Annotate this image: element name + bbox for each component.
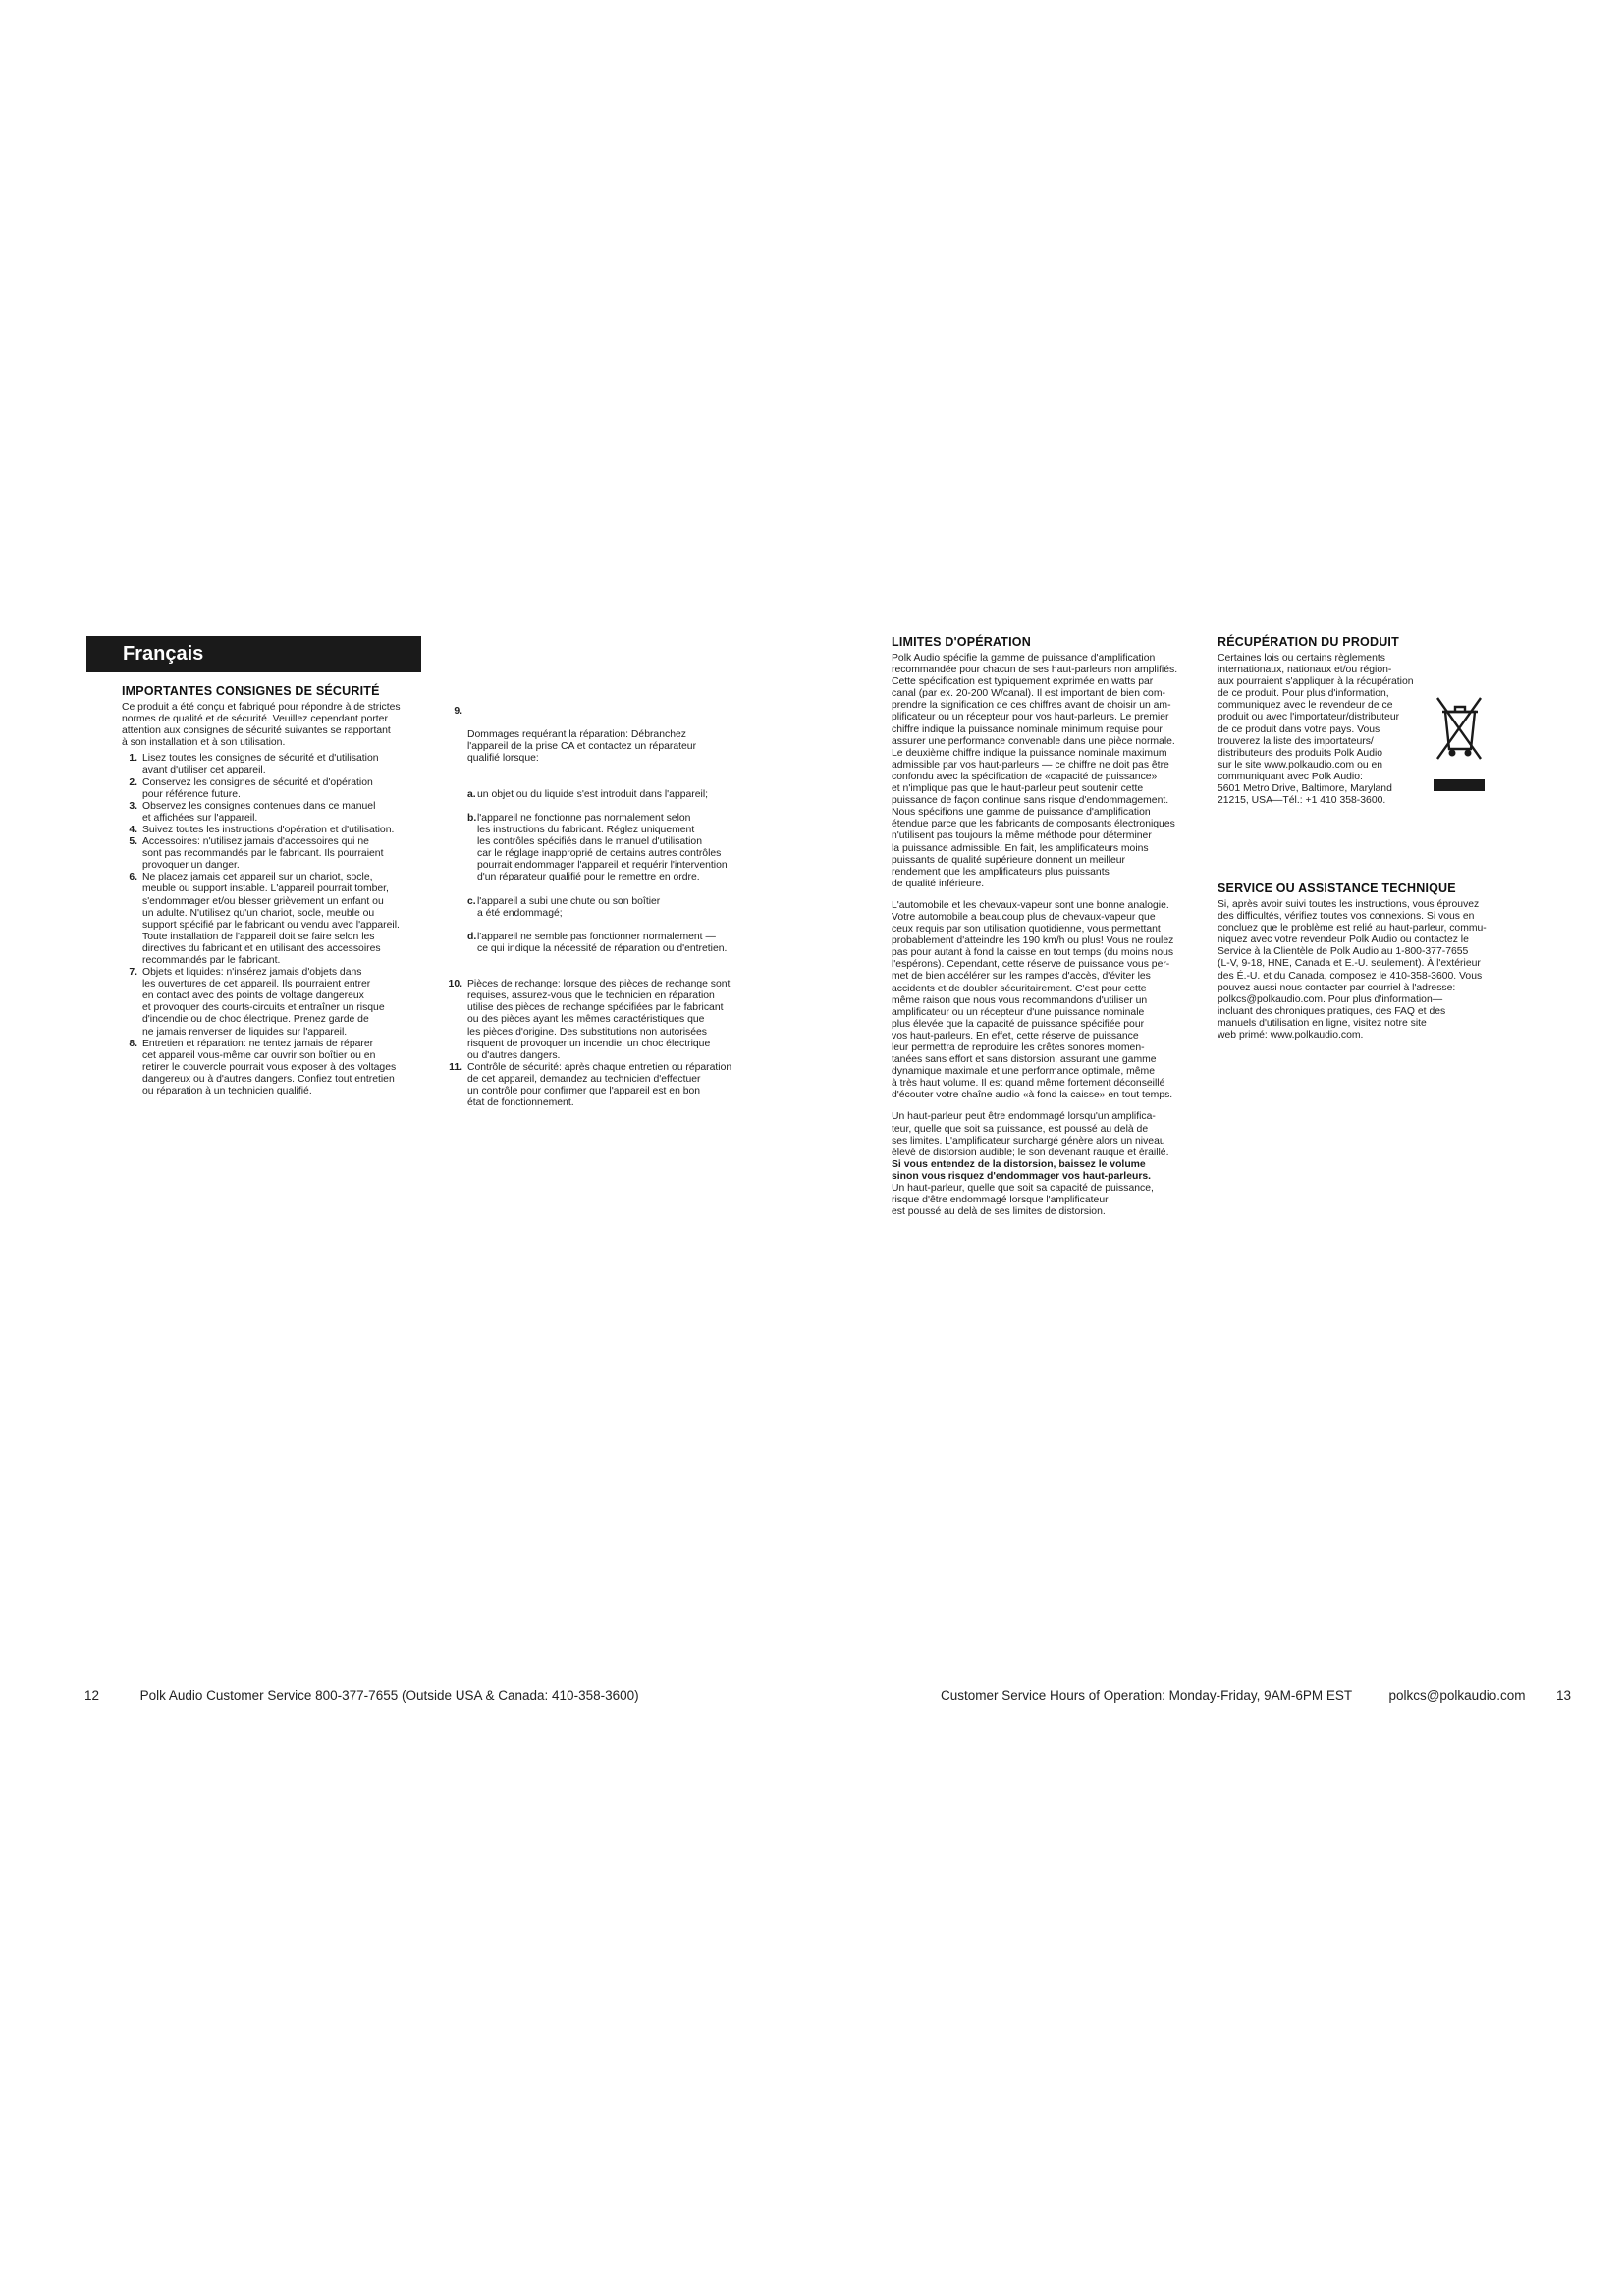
damage-conditions-list <box>464 777 761 968</box>
item-number: 8. <box>129 1038 137 1049</box>
safety-list <box>122 753 426 1097</box>
sub-item-letter: a. <box>467 788 476 800</box>
limits-paragraph-1: Polk Audio spécifie la gamme de puissance d'amplification recommandée pour chacun de ses haut-parleurs non amplifiés. Cette spécification est typiquement exprimée en watts par canal (par ex. 20-200 W/canal). Il est important de bien com- prendre la signification de ces chiffres avant de choisir un am- plificateur ou un récepteur pour vos haut-parleurs. Le premier chiffre indique la puissance nominale minimum requise pour assurer une performance convenable dans une pièce normale. Le deuxième chiffre indique la puissance nominale maximum admissible par vos haut-parleurs — ce chiffre ne doit pas être confondu avec la spécification de «capacité de puissance» et n'implique pas que le haut-parleur peut soutenir cette puissance de façon continue sans risque d'endommagement. Nous spécifions une gamme de puissance d'amplification étendue parce que les fabricants de composants électroniques n'utilisent pas toujours la même méthode pour déterminer la puissance admissible. En fait, les amplificateurs moins puissants de qualité supérieure donnent un meilleur rendement que les amplificateurs plus puissants de qualité inférieure. <box>892 653 1178 889</box>
safety-item <box>122 801 426 825</box>
safety-item <box>447 979 761 1062</box>
limits-column <box>892 635 1206 1218</box>
sub-item-letter: d. <box>467 931 477 942</box>
safety-column-1 <box>122 684 426 1097</box>
crossed-out-wheelie-bin-icon <box>1434 690 1485 793</box>
item-text: Suivez toutes les instructions d'opération et d'utilisation. <box>142 824 395 835</box>
item-text: Conservez les consignes de sécurité et d'opération pour référence future. <box>142 776 373 800</box>
service-heading: SERVICE OU ASSISTANCE TECHNIQUE <box>1218 881 1456 895</box>
item-text: Accessoires: n'utilisez jamais d'accessoires qui ne sont pas recommandés par le fabricant. Ils pourraient provoquer un danger. <box>142 836 384 872</box>
sub-item <box>467 932 761 955</box>
footer-hours: Customer Service Hours of Operation: Monday-Friday, 9AM-6PM EST <box>941 1688 1352 1703</box>
item-text: Contrôle de sécurité: après chaque entretien ou réparation de cet appareil, demandez au technicien d'effectuer un contrôle pour confirmer que l'appareil est en bon état de fonctionnement. <box>467 1061 732 1109</box>
safety-item <box>122 777 426 801</box>
recovery-heading: RÉCUPÉRATION DU PRODUIT <box>1218 635 1399 649</box>
limits-heading: LIMITES D'OPÉRATION <box>892 635 1031 649</box>
footer-email: polkcs@polkaudio.com <box>1388 1688 1526 1703</box>
safety-list-continued <box>447 706 761 1109</box>
safety-item <box>122 872 426 967</box>
sub-item-text: un objet ou du liquide s'est introduit dans l'appareil; <box>477 788 709 800</box>
service-text: Si, après avoir suivi toutes les instructions, vous éprouvez des difficultés, vérifiez toutes vos connexions. Si vous en concluez que le problème est relié au haut-parleur, commu- niquez avec votre revendeur Polk Audio ou contactez le Service à la Clientèle de Polk Audio au 1-800-377-7655 (L-V, 9-18, HNE, Canada et E.-U. seulement). À l'extérieur des É.-U. et du Canada, composez le 410-358-3600. Vous pouvez aussi nous contacter par courriel à l'adresse: polkcs@polkaudio.com. Pour plus d'information— incluant des chroniques pratiques, des FAQ et des manuels d'utilisation en ligne, visitez notre site web primé: www.polkaudio.com. <box>1218 899 1487 1041</box>
sub-item-letter: b. <box>467 812 477 824</box>
item-text: Ne placez jamais cet appareil sur un chariot, socle, meuble ou support instable. L'appareil pourrait tomber, s'endommager et/ou blesser grièvement un enfant ou un adulte. N'utilisez qu'un chariot, socle, meuble ou support spécifié par le fabricant ou vendu avec l'appareil. Toute installation de l'appareil doit se faire selon les directives du fabricant et en utilisant des accessoires recommandés par le fabricant. <box>142 872 400 966</box>
item-number: 7. <box>129 967 137 979</box>
safety-item <box>122 825 426 836</box>
recovery-text: Certaines lois ou certains règlements internationaux, nationaux et/ou région- aux pourraient s'appliquer à la récupération de ce produit. Pour plus d'information, communiquez avec le revendeur de ce produit ou avec l'importateur/distributeur de ce produit dans votre pays. Vous trouverez la liste des importateurs/ distributeurs des produits Polk Audio sur le site www.polkaudio.com ou en communiquant avec Polk Audio: 5601 Metro Drive, Baltimore, Maryland 21215, USA—Tél.: +1 410 358-3600. <box>1218 653 1414 807</box>
item-number: 1. <box>129 753 137 765</box>
sub-item-text: l'appareil ne fonctionne pas normalement selon les instructions du fabricant. Réglez uniquement les contrôles spécifiés dans le manuel d'utilisation car le réglage inapproprié de certains autres contrôles pourrait endommager l'appareil et requérir l'intervention d'un réparateur qualifié pour le remettre en ordre. <box>477 812 728 883</box>
sub-item-text: l'appareil ne semble pas fonctionner normalement — ce qui indique la nécessité de réparation ou d'entretien. <box>477 931 728 954</box>
item-number: 10. <box>448 979 462 990</box>
item-number: 4. <box>129 824 137 835</box>
item-text: Pièces de rechange: lorsque des pièces de rechange sont requises, assurez-vous que le technicien en réparation utilise des pièces de rechange spécifiées par le fabricant ou des pièces ayant les mêmes caractéristiques que les pièces d'origine. Des substitutions non autorisées risquent de provoquer un incendie, un choc électrique ou d'autres dangers. <box>467 979 731 1061</box>
language-banner: Français <box>86 636 421 672</box>
service-section <box>1218 881 1512 1041</box>
item-text: Entretien et réparation: ne tentez jamais de réparer cet appareil vous-même car ouvrir son boîtier ou en retirer le couvercle pourrait vous exposer à des voltages dangereux ou à d'autres dangers. Confiez tout entretien ou réparation à un technicien qualifié. <box>142 1038 397 1096</box>
safety-item <box>122 967 426 1039</box>
limits-paragraph-3: Un haut-parleur peut être endommagé lorsqu'un amplifica- teur, quelle que soit sa puissance, est poussé au delà de ses limites. L'amplificateur surchargé génère alors un niveau élevé de distorsion audible; le son devenant rauque et éraillé. Si vous entendez de la distorsion, baissez le volume sinon vous risquez d'endommager vos haut-parleurs. Un haut-parleur, quelle que soit sa capacité de puissance, risque d'être endommagé lorsque l'amplificateur est poussé au delà de ses limites de distorsion. <box>892 1111 1169 1218</box>
page-number-right: 13 <box>1556 1688 1572 1703</box>
item-number: 11. <box>449 1061 462 1073</box>
safety-item <box>122 1039 426 1097</box>
safety-intro: Ce produit a été conçu et fabriqué pour répondre à de strictes normes de qualité et de sécurité. Veuillez cependant porter attention aux consignes de sécurité suivantes se rapportant à son installation et à son utilisation. <box>122 702 401 749</box>
sub-item <box>467 789 761 801</box>
safety-item <box>447 706 761 979</box>
item-number: 5. <box>129 836 137 848</box>
item-number: 3. <box>129 800 137 812</box>
item-text: Dommages requérant la réparation: Débranchez l'appareil de la prise CA et contactez un réparateur qualifié lorsque: <box>467 729 697 765</box>
footer-customer-service: Polk Audio Customer Service 800-377-7655 (Outside USA & Canada: 410-358-3600) <box>139 1688 639 1703</box>
sub-item <box>467 813 761 884</box>
limits-paragraph-2: L'automobile et les chevaux-vapeur sont une bonne analogie. Votre automobile a beaucoup plus de chevaux-vapeur que ceux requis par son utilisation quotidienne, vous permettant probablement d'atteindre les 190 km/h ou plus! Vous ne roulez pas pour autant à fond la caisse en tout temps (du moins nous l'espérons). Cependant, cette réserve de puissance vous per- met de bien accélérer sur les rampes d'accès, d'éviter les accidents et de doubler sécuritairement. C'est pour cette même raison que nous vous recommandons d'utiliser un amplificateur ou un récepteur d'une puissance nominale plus élevée que la capacité de puissance spécifiée pour vos haut-parleurs. En effet, cette réserve de puissance leur permettra de reproduire les crêtes sonores momen- tanées sans effort et sans distorsion, assurant une gamme dynamique maximale et une performance optimale, même à très haut volume. Il est quand même fortement déconseillé d'écouter votre chaîne audio «à fond la caisse» en tout temps. <box>892 899 1174 1101</box>
safety-item <box>122 753 426 776</box>
safety-item <box>447 1062 761 1109</box>
footer-left <box>84 1688 639 1704</box>
footer-right <box>941 1688 1571 1704</box>
sub-item-letter: c. <box>467 895 476 907</box>
item-text: Observez les consignes contenues dans ce manuel et affichées sur l'appareil. <box>142 800 376 824</box>
sub-item-text: l'appareil a subi une chute ou son boîtier a été endommagé; <box>477 895 661 919</box>
item-text: Objets et liquides: n'insérez jamais d'objets dans les ouvertures de cet appareil. Ils pourraient entrer en contact avec des points de voltage dangereux et provoquer des courts-circuits et entraîner un risque d'incendie ou de choc électrique. Prenez garde de ne jamais renverser de liquides sur l'appareil. <box>142 967 385 1038</box>
item-number: 6. <box>129 872 137 883</box>
safety-column-2 <box>447 706 761 1109</box>
page-number-left: 12 <box>84 1688 100 1703</box>
sub-item <box>467 896 761 920</box>
distortion-warning: Si vous entendez de la distorsion, baissez le volume sinon vous risquez d'endommager vos haut-parleurs. <box>892 1158 1152 1182</box>
safety-heading: IMPORTANTES CONSIGNES DE SÉCURITÉ <box>122 684 380 698</box>
item-number: 9. <box>454 706 462 717</box>
item-text: Lisez toutes les consignes de sécurité et d'utilisation avant d'utiliser cet appareil. <box>142 753 379 776</box>
item-number: 2. <box>129 776 137 788</box>
safety-item <box>122 836 426 872</box>
